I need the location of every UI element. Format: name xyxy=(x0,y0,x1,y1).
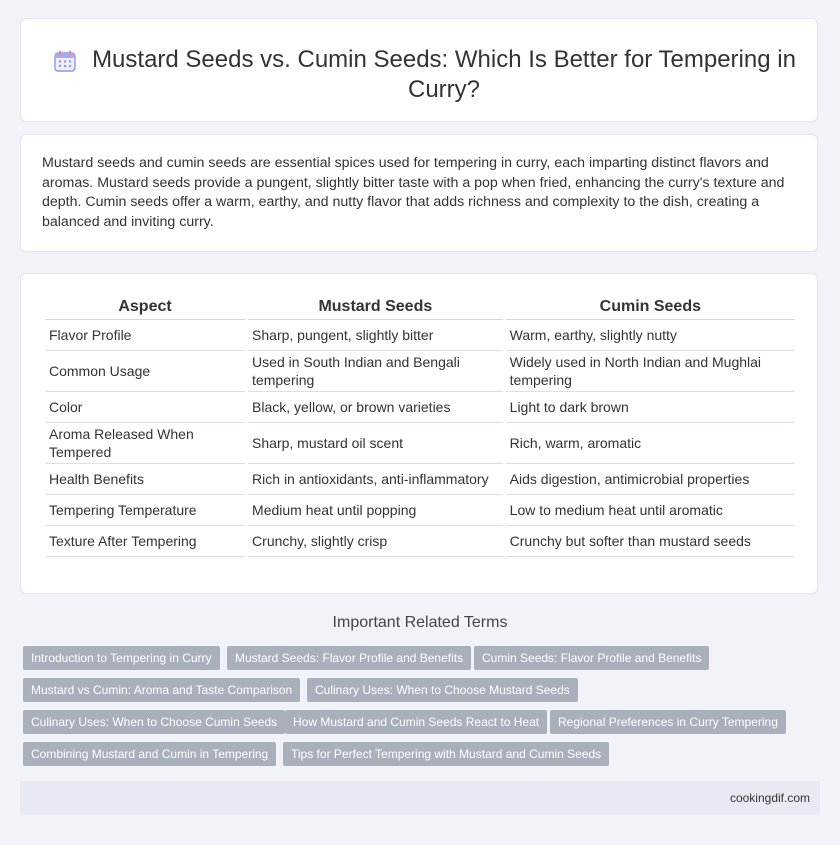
related-tag-uses-cumin[interactable]: Culinary Uses: When to Choose Cumin Seeds xyxy=(23,710,285,734)
table-cell: Flavor Profile xyxy=(45,320,245,351)
table-row xyxy=(45,464,795,495)
table-cell: Tempering Temperature xyxy=(45,495,245,526)
intro-card xyxy=(20,134,818,252)
footer xyxy=(20,781,820,815)
footer-site-name[interactable]: cookingdif.com xyxy=(729,791,810,805)
calendar-icon xyxy=(53,49,77,73)
table-row xyxy=(45,320,795,351)
related-tag-cumin-flavor[interactable]: Cumin Seeds: Flavor Profile and Benefits xyxy=(474,646,709,670)
table-cell: Low to medium heat until aromatic xyxy=(506,495,795,526)
related-tag-aroma-comparison[interactable]: Mustard vs Cumin: Aroma and Taste Comparison xyxy=(23,678,300,702)
related-tag-regional[interactable]: Regional Preferences in Curry Tempering xyxy=(550,710,786,734)
table-cell: Aroma Released When Tempered xyxy=(45,423,245,464)
table-cell: Crunchy, slightly crisp xyxy=(248,526,503,557)
related-tag-heat-reaction[interactable]: How Mustard and Cumin Seeds React to Heat xyxy=(285,710,547,734)
table-cell: Light to dark brown xyxy=(506,392,795,423)
table-cell: Rich in antioxidants, anti-inflammatory xyxy=(248,464,503,495)
table-cell: Common Usage xyxy=(45,351,245,392)
table-cell: Rich, warm, aromatic xyxy=(506,423,795,464)
related-tag-tips[interactable]: Tips for Perfect Tempering with Mustard and Cumin Seeds xyxy=(283,742,609,766)
table-cell: Warm, earthy, slightly nutty xyxy=(506,320,795,351)
table-cell: Health Benefits xyxy=(45,464,245,495)
table-row xyxy=(45,423,795,464)
related-tag-combining[interactable]: Combining Mustard and Cumin in Tempering xyxy=(23,742,276,766)
related-terms-title: Important Related Terms xyxy=(332,614,508,631)
table-cell: Black, yellow, or brown varieties xyxy=(248,392,503,423)
header-cumin-seeds: Cumin Seeds xyxy=(506,294,795,320)
page-title: Mustard Seeds vs. Cumin Seeds: Which Is Better for Tempering in Curry? xyxy=(92,46,796,103)
table-row xyxy=(45,495,795,526)
table-cell: Used in South Indian and Bengali tempering xyxy=(248,351,503,392)
table-cell: Medium heat until popping xyxy=(248,495,503,526)
header-mustard-seeds: Mustard Seeds xyxy=(248,294,503,320)
header-aspect: Aspect xyxy=(45,294,245,320)
table-header-row xyxy=(45,294,795,320)
table-row xyxy=(45,392,795,423)
intro-paragraph: Mustard seeds and cumin seeds are essential spices used for tempering in curry, each imparting distinct flavors and aromas. Mustard seeds provide a pungent, slightly bitter taste with a pop when fried, enhancing the curry's texture and depth. Cumin seeds offer a warm, earthy, and nutty flavor that adds richness and complexity to the dish, creating a balanced and inviting curry. xyxy=(42,155,785,230)
comparison-table xyxy=(42,294,798,557)
table-row xyxy=(45,526,795,557)
related-tag-introduction[interactable]: Introduction to Tempering in Curry xyxy=(23,646,220,670)
related-tag-uses-mustard[interactable]: Culinary Uses: When to Choose Mustard Seeds xyxy=(307,678,578,702)
table-cell: Texture After Tempering xyxy=(45,526,245,557)
table-cell: Color xyxy=(45,392,245,423)
table-row xyxy=(45,351,795,392)
table-cell: Crunchy but softer than mustard seeds xyxy=(506,526,795,557)
table-cell: Widely used in North Indian and Mughlai tempering xyxy=(506,351,795,392)
table-cell: Sharp, pungent, slightly bitter xyxy=(248,320,503,351)
related-tag-mustard-flavor[interactable]: Mustard Seeds: Flavor Profile and Benefits xyxy=(227,646,471,670)
title-card xyxy=(20,18,818,122)
comparison-card xyxy=(20,273,818,594)
table-cell: Sharp, mustard oil scent xyxy=(248,423,503,464)
table-cell: Aids digestion, antimicrobial properties xyxy=(506,464,795,495)
